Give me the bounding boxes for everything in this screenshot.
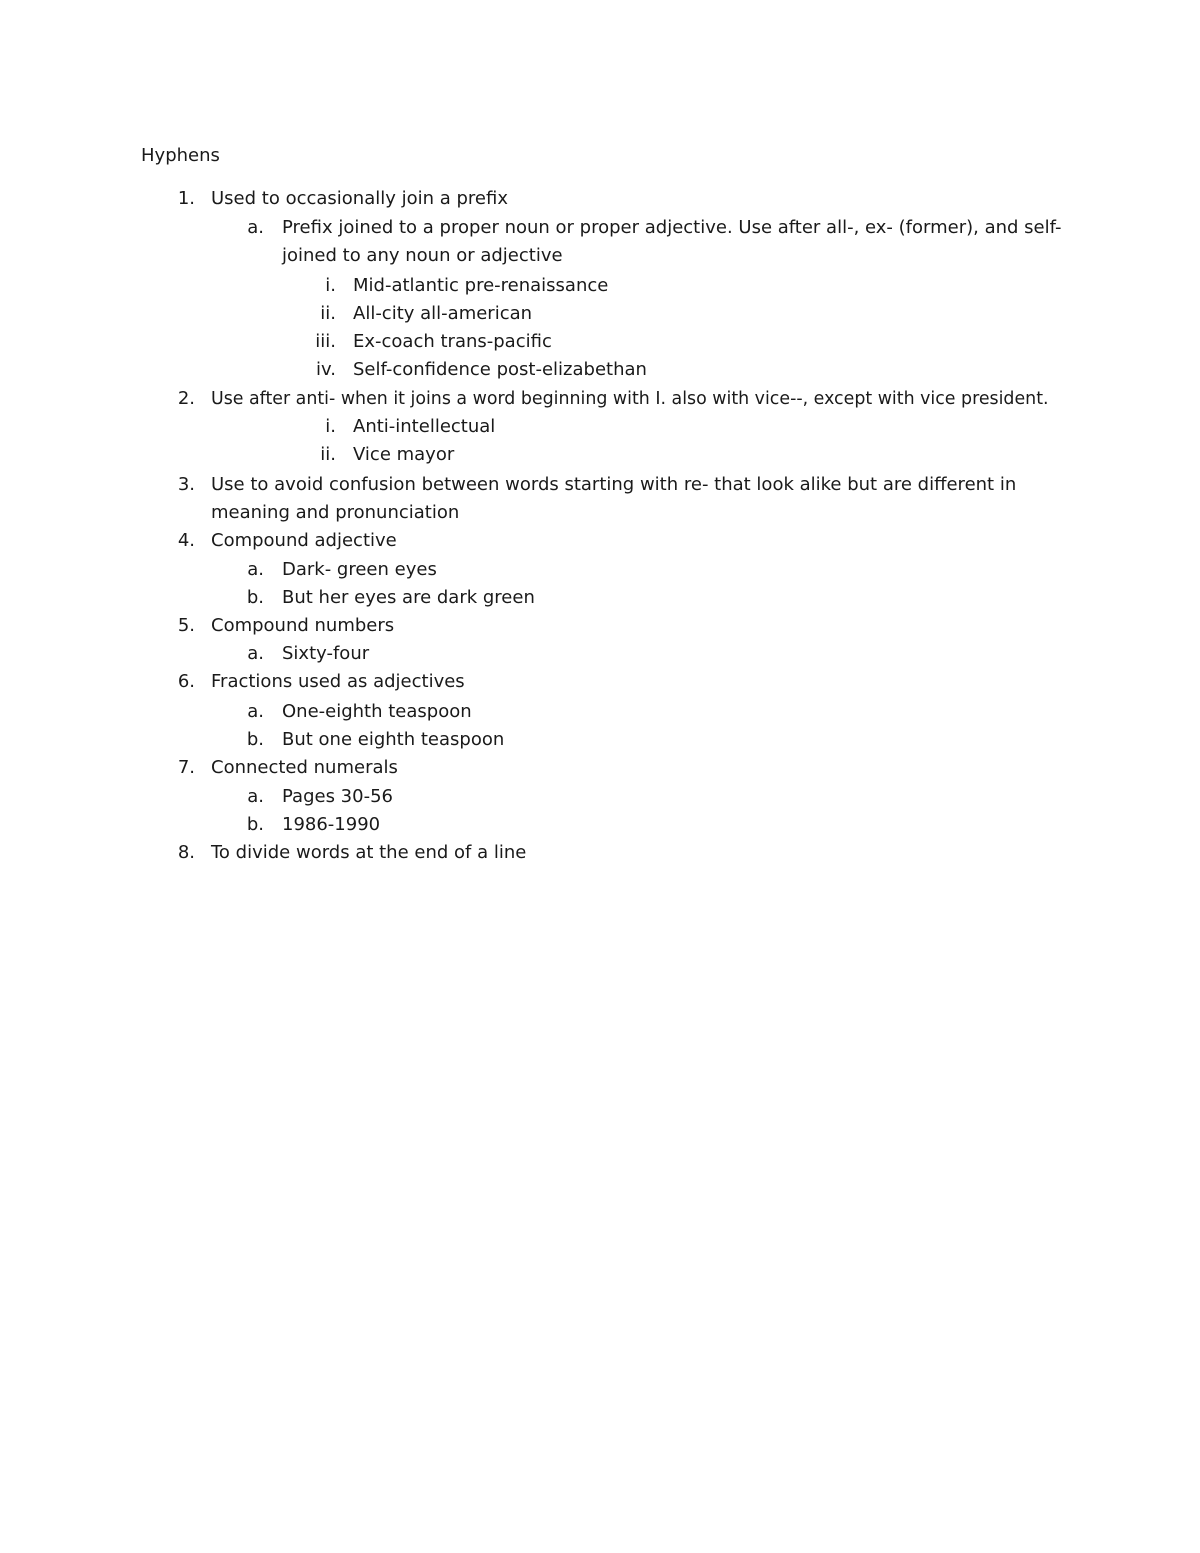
list-marker: i. — [325, 416, 336, 437]
list-item: Use after anti- when it joins a word beginning with I. also with vice--, except with vice president. — [211, 389, 1049, 409]
list-item: 1986-1990 — [282, 814, 381, 835]
list-item: Mid-atlantic pre-renaissance — [353, 275, 609, 296]
list-marker: 3. — [177, 474, 195, 495]
list-item: Compound adjective — [211, 530, 397, 551]
list-item: Ex-coach trans-pacific — [353, 331, 552, 352]
list-item: But her eyes are dark green — [282, 587, 535, 608]
list-marker: 8. — [177, 842, 195, 863]
list-marker: iv. — [316, 359, 336, 380]
list-marker: i. — [325, 275, 336, 296]
list-marker: a. — [247, 786, 264, 807]
list-marker: b. — [246, 814, 264, 835]
list-marker: a. — [247, 643, 264, 664]
list-marker: ii. — [320, 444, 336, 465]
list-marker: 2. — [177, 388, 195, 409]
list-marker: a. — [247, 559, 264, 580]
list-item: Use to avoid confusion between words starting with re- that look alike but are different in — [211, 474, 1017, 495]
list-marker: b. — [246, 729, 264, 750]
list-item: Self-confidence post-elizabethan — [353, 359, 647, 380]
list-item-continuation: meaning and pronunciation — [211, 502, 460, 523]
list-item-continuation: joined to any noun or adjective — [282, 245, 563, 266]
list-item: Vice mayor — [353, 444, 455, 465]
list-item: Pages 30-56 — [282, 786, 393, 807]
list-marker: 4. — [177, 530, 195, 551]
list-item: But one eighth teaspoon — [282, 729, 505, 750]
list-item: Compound numbers — [211, 615, 395, 636]
list-marker: 7. — [177, 757, 195, 778]
list-marker: a. — [247, 701, 264, 722]
list-marker: 6. — [177, 671, 195, 692]
list-marker: b. — [246, 587, 264, 608]
list-marker: 1. — [177, 188, 195, 209]
list-item: Fractions used as adjectives — [211, 671, 465, 692]
list-marker: a. — [247, 217, 264, 238]
list-item: To divide words at the end of a line — [211, 842, 527, 863]
list-item: Anti-intellectual — [353, 416, 496, 437]
list-marker: iii. — [315, 331, 336, 352]
document-title: Hyphens — [141, 145, 220, 166]
list-item: All-city all-american — [353, 303, 533, 324]
list-item: One-eighth teaspoon — [282, 701, 472, 722]
list-marker: ii. — [320, 303, 336, 324]
list-item: Sixty-four — [282, 643, 370, 664]
list-item: Prefix joined to a proper noun or proper adjective. Use after all-, ex- (former), and self- — [282, 217, 1062, 238]
list-marker: 5. — [177, 615, 195, 636]
list-item: Connected numerals — [211, 757, 398, 778]
list-item: Used to occasionally join a prefix — [211, 188, 508, 209]
list-item: Dark- green eyes — [282, 559, 437, 580]
